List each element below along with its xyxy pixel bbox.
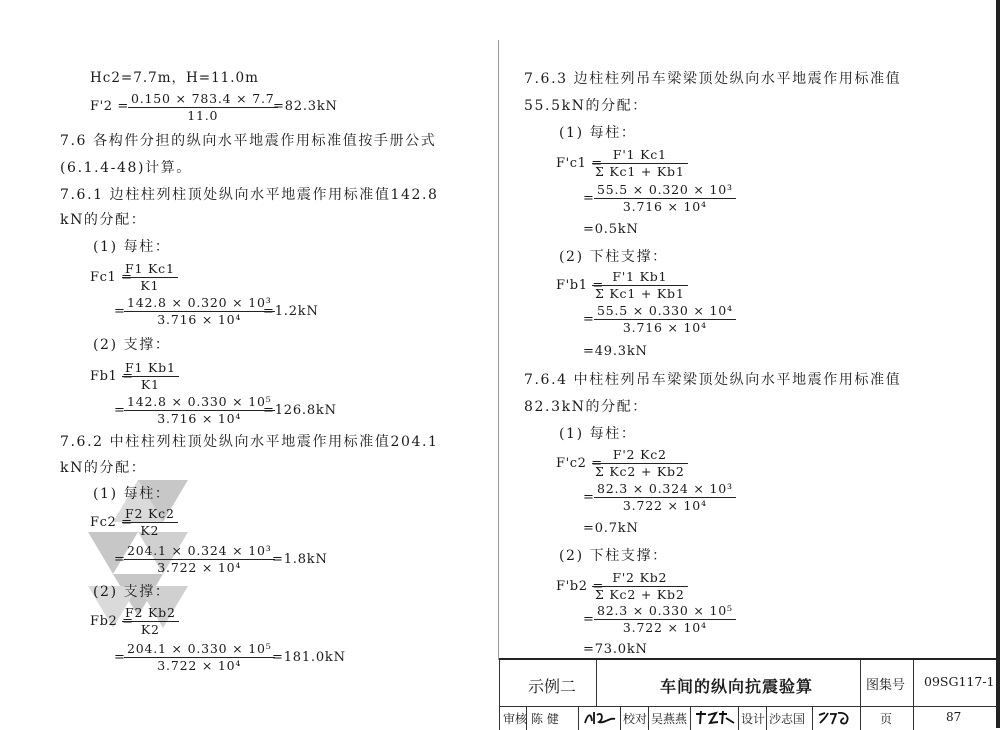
fc2-value-numerator: 204.1 × 0.324 × 10³: [124, 544, 275, 560]
review-label: 审核: [503, 712, 528, 726]
fb1p-value-numerator: 55.5 × 0.330 × 10⁴: [594, 304, 736, 320]
fb2p-result: =73.0kN: [583, 642, 648, 657]
fc2p-denominator: Σ Kc2 + Kb2: [595, 464, 685, 479]
reviewer-name: 陈 健: [531, 712, 559, 726]
designer-name: 沙志国: [769, 712, 806, 726]
fb1-value-denominator: 3.716 × 10⁴: [157, 411, 242, 426]
drawing-title: 车间的纵向抗震验算: [660, 677, 814, 696]
fc1-label: Fc1 =: [90, 270, 133, 285]
section-7-6-1-cont: kN的分配：: [60, 212, 147, 228]
section-7-6-3: 7.6.3 边柱柱列吊车梁梁顶处纵向水平地震作用标准值: [524, 71, 902, 87]
fc1p-label: F'c1 =: [556, 156, 603, 171]
fb1-eq-sign: =: [114, 403, 126, 418]
fc1p-value-numerator: 55.5 × 0.320 × 10³: [594, 183, 736, 199]
checker-signature: [694, 709, 736, 727]
fc2p-value-denominator: 3.722 × 10⁴: [622, 498, 707, 513]
fc2p-fraction: [592, 448, 688, 479]
fb2p-denominator: Σ Kc2 + Kb2: [595, 587, 685, 602]
section-7-6-1: 7.6.1 边柱柱列柱顶处纵向水平地震作用标准值142.8: [60, 187, 439, 203]
example-label: 示例二: [528, 677, 577, 696]
fb1p-fraction-values: [594, 304, 736, 335]
fb1p-eq-sign: =: [583, 312, 595, 327]
fb2-value-numerator: 204.1 × 0.330 × 10⁵: [124, 642, 275, 658]
fb1-numerator: F1 Kb1: [122, 361, 179, 377]
fc1-denominator: K1: [140, 278, 160, 293]
item-7-6-1-1: (1) 每柱：: [93, 239, 171, 255]
fb1p-denominator: Σ Kc1 + Kb1: [595, 286, 685, 301]
checker-name: 吴燕燕: [651, 712, 688, 726]
item-7-6-2-1: (1) 每柱：: [93, 486, 171, 502]
atlas-number-label: 图集号: [866, 678, 906, 693]
fb1p-fraction: [592, 270, 688, 301]
f2p-denominator: 11.0: [187, 108, 219, 123]
section-7-6-4-cont: 82.3kN的分配：: [524, 399, 648, 415]
section-7-6-3-cont: 55.5kN的分配：: [524, 98, 648, 114]
fc2-fraction-values: [124, 544, 275, 575]
fc2-eq-sign: =: [114, 552, 126, 567]
fb1-value-numerator: 142.8 × 0.330 × 10⁵: [124, 395, 275, 411]
fc1-value-numerator: 142.8 × 0.320 × 10³: [124, 296, 275, 312]
item-7-6-4-2: (2) 下柱支撑：: [559, 548, 668, 564]
fb1-denominator: K1: [140, 377, 160, 392]
section-7-6-2: 7.6.2 中柱柱列柱顶处纵向水平地震作用标准值204.1: [60, 434, 439, 450]
designer-signature: [816, 709, 856, 727]
item-7-6-1-2: (2) 支撑：: [93, 337, 171, 353]
f2p-fraction: [128, 92, 278, 123]
fc1p-fraction: [592, 148, 688, 179]
fc2-numerator: F2 Kc2: [122, 507, 178, 523]
fb2-label: Fb2 =: [90, 614, 134, 629]
item-7-6-2-2: (2) 支撑：: [93, 584, 171, 600]
fc1p-numerator: F'1 Kc1: [592, 148, 688, 164]
fc1p-eq-sign: =: [583, 191, 595, 206]
item-7-6-3-1: (1) 每柱：: [559, 125, 637, 141]
fc1p-fraction-values: [594, 183, 736, 214]
section-7-6-4: 7.6.4 中柱柱列吊车梁梁顶处纵向水平地震作用标准值: [524, 372, 902, 388]
fc2p-numerator: F'2 Kc2: [592, 448, 688, 464]
column-divider: [498, 40, 499, 660]
fb2-eq-sign: =: [114, 650, 126, 665]
fb1p-value-denominator: 3.716 × 10⁴: [622, 320, 707, 335]
f2p-label: F'2 =: [90, 99, 129, 114]
fb1p-label: F'b1 =: [556, 278, 604, 293]
fb1-label: Fb1 =: [90, 369, 134, 384]
fb2-denominator: K2: [140, 622, 160, 637]
fc2p-fraction-values: [594, 482, 736, 513]
fc2p-label: F'c2 =: [556, 456, 603, 471]
fc1-value-denominator: 3.716 × 10⁴: [157, 312, 242, 327]
reviewer-signature: [582, 709, 618, 727]
fb1p-numerator: F'1 Kb1: [592, 270, 688, 286]
fb1-fraction: [122, 361, 179, 392]
page-number: 87: [946, 710, 962, 724]
fc2p-result: =0.7kN: [583, 521, 639, 536]
fc1p-denominator: Σ Kc1 + Kb1: [595, 164, 685, 179]
page-label: 页: [880, 712, 893, 726]
fb2-value-denominator: 3.722 × 10⁴: [157, 658, 242, 673]
section-7-6-cont: (6.1.4-48)计算。: [60, 160, 192, 176]
fb2p-value-denominator: 3.722 × 10⁴: [622, 620, 707, 635]
fc1-eq-sign: =: [114, 304, 126, 319]
fb2p-label: F'b2 =: [556, 579, 604, 594]
hc2-line: Hc2=7.7m，H=11.0m: [90, 70, 259, 86]
design-label: 设计: [741, 712, 766, 726]
fb2p-eq-sign: =: [583, 612, 595, 627]
fc2p-eq-sign: =: [583, 490, 595, 505]
item-7-6-4-1: (1) 每柱：: [559, 426, 637, 442]
fb2-fraction: [122, 606, 179, 637]
section-7-6-2-cont: kN的分配：: [60, 460, 147, 476]
f2p-numerator: 0.150 × 783.4 × 7.7: [128, 92, 278, 108]
fb1-fraction-values: [124, 395, 275, 426]
fc1p-result: =0.5kN: [583, 222, 639, 237]
fb1-result: =126.8kN: [263, 403, 337, 418]
fc2-value-denominator: 3.722 × 10⁴: [157, 560, 242, 575]
fb2p-fraction-values: [594, 604, 736, 635]
fc2-denominator: K2: [140, 523, 160, 538]
section-7-6: 7.6 各构件分担的纵向水平地震作用标准值按手册公式: [60, 133, 437, 149]
fc1-numerator: F1 Kc1: [122, 262, 178, 278]
fb2-result: =181.0kN: [272, 650, 346, 665]
fc1-result: =1.2kN: [263, 304, 319, 319]
fb1p-result: =49.3kN: [583, 344, 648, 359]
title-block: [499, 658, 1000, 730]
fc2-fraction: [122, 507, 178, 538]
fc2p-value-numerator: 82.3 × 0.324 × 10³: [594, 482, 736, 498]
fc2-label: Fc2 =: [90, 515, 133, 530]
fb2p-fraction: [592, 571, 688, 602]
item-7-6-3-2: (2) 下柱支撑：: [559, 249, 668, 265]
fb2p-value-numerator: 82.3 × 0.330 × 10⁵: [594, 604, 736, 620]
page-right-edge: [996, 0, 1000, 728]
fb2-fraction-values: [124, 642, 275, 673]
fc2-result: =1.8kN: [272, 552, 328, 567]
check-label: 校对: [623, 712, 648, 726]
f2p-result: =82.3kN: [273, 99, 338, 114]
fb2p-numerator: F'2 Kb2: [592, 571, 688, 587]
fc1p-value-denominator: 3.716 × 10⁴: [622, 199, 707, 214]
atlas-number: 09SG117-1: [924, 674, 995, 689]
fc1-fraction: [122, 262, 178, 293]
fc1-fraction-values: [124, 296, 275, 327]
fb2-numerator: F2 Kb2: [122, 606, 179, 622]
